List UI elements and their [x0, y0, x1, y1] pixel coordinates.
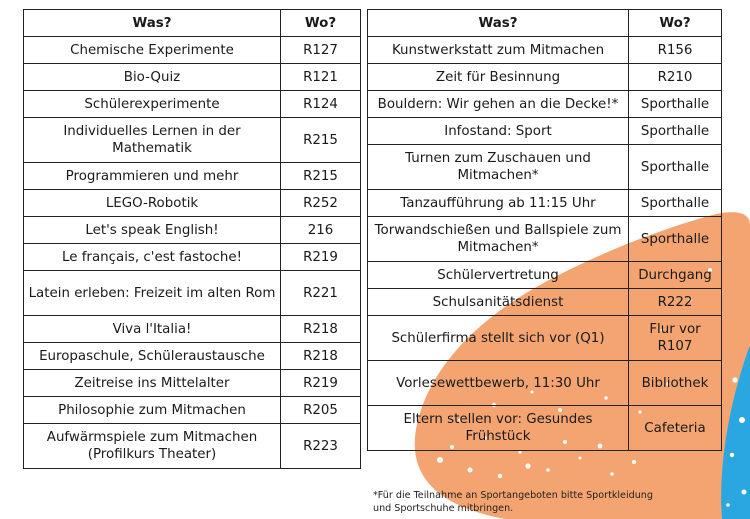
activity-name: Chemische Experimente [24, 37, 281, 64]
activity-name: Aufwärmspiele zum Mitmachen (Profilkurs Theater) [24, 424, 281, 469]
activity-room: R219 [281, 244, 361, 271]
activity-room: R218 [281, 343, 361, 370]
activity-name: Tanzaufführung ab 11:15 Uhr [368, 190, 629, 217]
header-where: Wo? [281, 10, 361, 37]
table-row [24, 118, 361, 163]
activity-room: Sporthalle [629, 91, 722, 118]
activity-name: Turnen zum Zuschauen und Mitmachen* [368, 145, 629, 190]
activity-name: Europaschule, Schüleraustausche [24, 343, 281, 370]
activity-name: Viva l'Italia! [24, 316, 281, 343]
activity-room: Durchgang [629, 262, 722, 289]
activity-name: Bio-Quiz [24, 64, 281, 91]
table-row [24, 37, 361, 64]
activity-name: Schulsanitätsdienst [368, 289, 629, 316]
activity-room: Sporthalle [629, 217, 722, 262]
table-row [24, 424, 361, 469]
activity-room: Cafeteria [629, 406, 722, 451]
activity-room: Bibliothek [629, 361, 722, 406]
table-row [368, 406, 722, 451]
activity-name: Vorlesewettbewerb, 11:30 Uhr [368, 361, 629, 406]
activities-table-right [367, 9, 722, 451]
activity-name: Zeitreise ins Mittelalter [24, 370, 281, 397]
activity-name: Individuelles Lernen in der Mathematik [24, 118, 281, 163]
activity-room: 216 [281, 217, 361, 244]
activity-room: R127 [281, 37, 361, 64]
table-row [368, 64, 722, 91]
activity-room: R215 [281, 118, 361, 163]
activity-room: R218 [281, 316, 361, 343]
table-row [368, 118, 722, 145]
activity-room: R223 [281, 424, 361, 469]
activity-room: Sporthalle [629, 118, 722, 145]
activity-name: Torwandschießen und Ballspiele zum Mitmachen* [368, 217, 629, 262]
footnote: *Für die Teilnahme an Sportangeboten bitte Sportkleidung und Sportschuhe mitbringen. [373, 490, 653, 514]
table-row [24, 244, 361, 271]
activity-name: Schülerfirma stellt sich vor (Q1) [368, 316, 629, 361]
activity-room: R221 [281, 271, 361, 316]
header-what: Was? [24, 10, 281, 37]
activity-room: Flur vor R107 [629, 316, 722, 361]
activity-name: Latein erleben: Freizeit im alten Rom [24, 271, 281, 316]
table-row [368, 262, 722, 289]
activity-name: Programmieren und mehr [24, 163, 281, 190]
activity-name: Let's speak English! [24, 217, 281, 244]
table-row [24, 91, 361, 118]
table-row [368, 217, 722, 262]
table-row [24, 190, 361, 217]
activity-room: R210 [629, 64, 722, 91]
table-row [368, 37, 722, 64]
table-row [368, 289, 722, 316]
activity-name: Kunstwerkstatt zum Mitmachen [368, 37, 629, 64]
activity-room: R215 [281, 163, 361, 190]
activity-room: Sporthalle [629, 190, 722, 217]
activity-room: Sporthalle [629, 145, 722, 190]
table-row [24, 271, 361, 316]
activity-name: Schülerexperimente [24, 91, 281, 118]
table-row [24, 217, 361, 244]
header-where: Wo? [629, 10, 722, 37]
table-header-row [24, 10, 361, 37]
table-row [368, 145, 722, 190]
activity-name: Bouldern: Wir gehen an die Decke!* [368, 91, 629, 118]
table-row [24, 163, 361, 190]
table-row [368, 316, 722, 361]
activity-name: Le français, c'est fastoche! [24, 244, 281, 271]
activity-room: R252 [281, 190, 361, 217]
activity-name: Infostand: Sport [368, 118, 629, 145]
table-row [24, 316, 361, 343]
activity-room: R222 [629, 289, 722, 316]
table-row [368, 91, 722, 118]
activity-name: LEGO-Robotik [24, 190, 281, 217]
table-header-row [368, 10, 722, 37]
table-row [24, 370, 361, 397]
activity-room: R124 [281, 91, 361, 118]
activity-name: Philosophie zum Mitmachen [24, 397, 281, 424]
table-row [24, 397, 361, 424]
table-row [368, 190, 722, 217]
activity-name: Eltern stellen vor: Gesundes Frühstück [368, 406, 629, 451]
table-row [24, 343, 361, 370]
activity-room: R156 [629, 37, 722, 64]
activities-table-left [23, 9, 361, 469]
activity-name: Schülervertretung [368, 262, 629, 289]
activity-name: Zeit für Besinnung [368, 64, 629, 91]
table-row [24, 64, 361, 91]
activity-room: R121 [281, 64, 361, 91]
activity-room: R205 [281, 397, 361, 424]
table-row [368, 361, 722, 406]
activity-room: R219 [281, 370, 361, 397]
header-what: Was? [368, 10, 629, 37]
